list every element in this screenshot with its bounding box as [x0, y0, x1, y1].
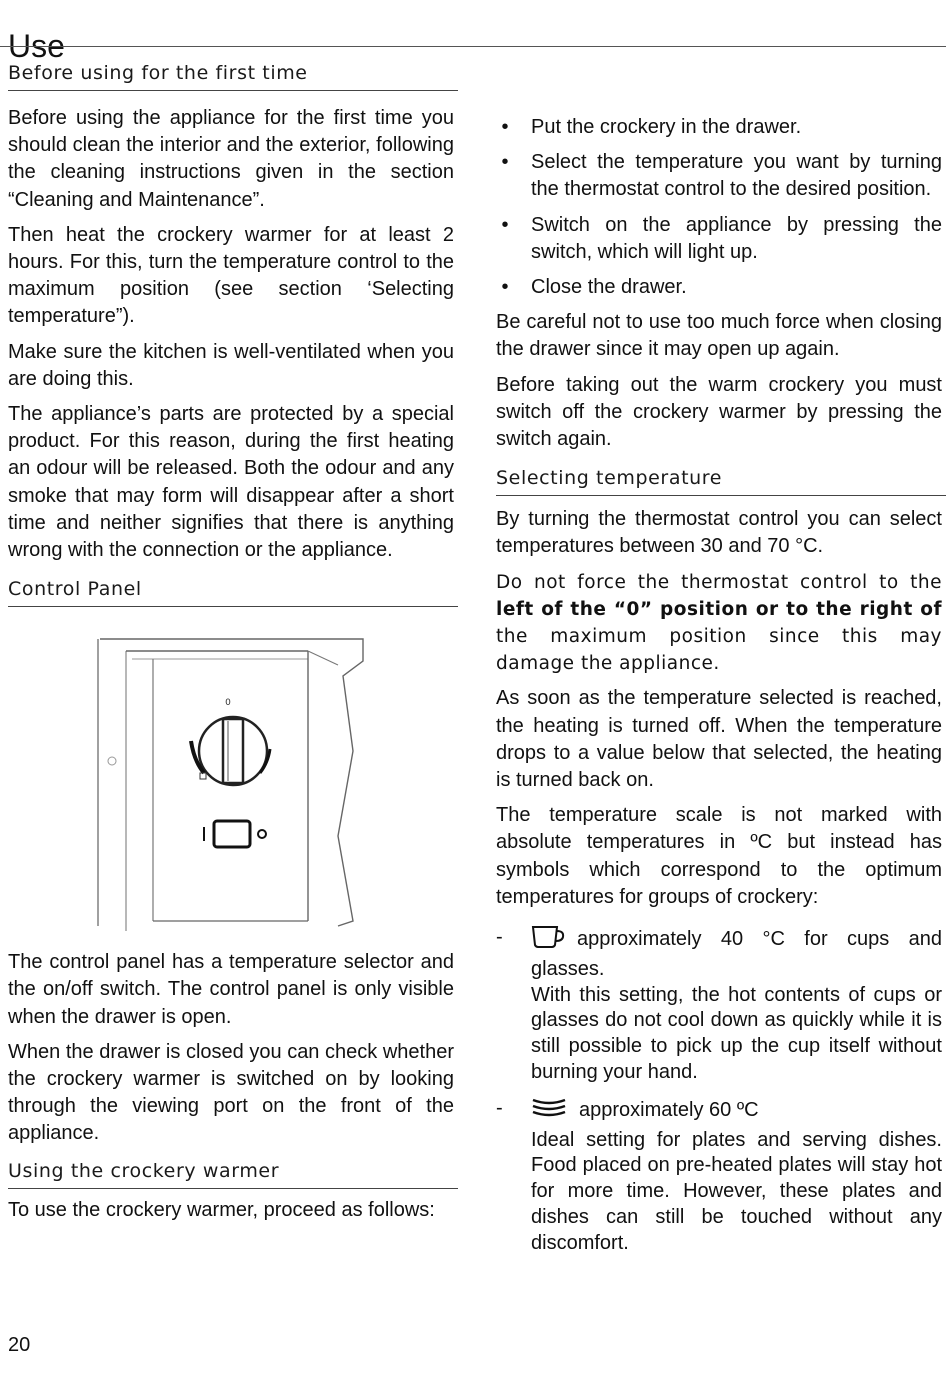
symbol-item-cups: - approximately 40 °C for cups and glasses. With this setting, the hot contents of cups or glasses do not cool down as quickly while it is still possible to pick up the cup itself without burning your hand.	[496, 925, 942, 1086]
page-title: Use	[8, 28, 65, 65]
dial-zero-label: 0	[225, 698, 231, 709]
list-item: • Close the drawer.	[496, 274, 942, 301]
bullet-icon: •	[501, 213, 509, 236]
bullet-icon: •	[501, 276, 509, 299]
list-item: • Put the crockery in the drawer.	[496, 114, 942, 141]
paragraph: Make sure the kitchen is well-ventilated when you are doing this.	[8, 340, 454, 390]
section-heading-selecting: Selecting temperature	[496, 467, 946, 496]
list-item: • Switch on the appliance by pressing the switch, which will light up.	[496, 212, 942, 266]
left-column	[8, 62, 454, 1232]
symbol-item-plates: - approximately 60 ºC Ideal setting for plates and serving dishes. Food placed on pre-heated plates will stay hot for more time. However, these plates and dishes can still be touched without any discomfort.	[496, 1096, 942, 1257]
paragraph: Then heat the crockery warmer for at least 2 hours. For this, turn the temperature control to the maximum position (see section ‘Selecting temperature”).	[8, 223, 454, 328]
warning-paragraph: Do not force the thermostat control to the left of the “0” position or to the right of the maximum position since this may damage the appliance.	[496, 571, 942, 675]
paragraph: Be careful not to use too much force when closing the drawer since it may open up again.	[496, 311, 942, 361]
paragraph: When the drawer is closed you can check whether the crockery warmer is switched on by looking through the viewing port on the front of the appliance.	[8, 1040, 454, 1145]
right-column	[496, 114, 942, 1267]
paragraph: The appliance’s parts are protected by a special product. For this reason, during the first heating an odour will be released. Both the odour and any smoke that may form will disappear after a short time and neither signifies that there is anything wrong with the connection or the appliance.	[8, 403, 454, 562]
cup-icon	[531, 925, 565, 957]
paragraph: To use the crockery warmer, proceed as follows:	[8, 1198, 435, 1221]
paragraph: Before taking out the warm crockery you must switch off the crockery warmer by pressing the switch again.	[496, 373, 942, 451]
list-item: • Select the temperature you want by turning the thermostat control to the desired position.	[496, 149, 942, 203]
page-number: 20	[8, 1334, 31, 1356]
symbol-detail: With this setting, the hot contents of cups or glasses do not cool down as quickly while it is still possible to pick up the cup itself without burning your hand.	[531, 983, 942, 1084]
plates-icon	[531, 1096, 567, 1128]
warning-emphasis: left of the “0” position or to the right of	[496, 598, 942, 620]
bullet-icon: •	[501, 116, 509, 138]
bullet-icon: •	[501, 151, 509, 174]
paragraph: The temperature scale is not marked with absolute temperatures in ºC but instead has symbols which correspond to the optimum temperatures for groups of crockery:	[496, 804, 942, 908]
symbol-detail: Ideal setting for plates and serving dishes. Food placed on pre-heated plates will stay hot for more time. However, these plates and dishes can still be touched without any discomfort.	[531, 1128, 942, 1254]
dash-marker: -	[496, 926, 503, 949]
control-panel-illustration	[8, 621, 454, 941]
paragraph: Before using the appliance for the first time you should clean the interior and the exterior, following the cleaning instructions given in the section “Cleaning and Maintenance”.	[8, 107, 454, 211]
section-heading-control-panel: Control Panel	[8, 578, 458, 607]
paragraph: The control panel has a temperature selector and the on/off switch. The control panel is only visible when the drawer is open.	[8, 951, 454, 1028]
section-heading-first-time: Before using for the first time	[8, 62, 458, 91]
paragraph: By turning the thermostat control you can select temperatures between 30 and 70 °C.	[496, 508, 942, 558]
paragraph: As soon as the temperature selected is reached, the heating is turned off. When the temperature drops to a value below that selected, the heating is turned back on.	[496, 687, 942, 792]
title-divider	[0, 46, 946, 47]
section-heading-using: Using the crockery warmer	[8, 1160, 458, 1189]
dash-marker: -	[496, 1096, 503, 1119]
